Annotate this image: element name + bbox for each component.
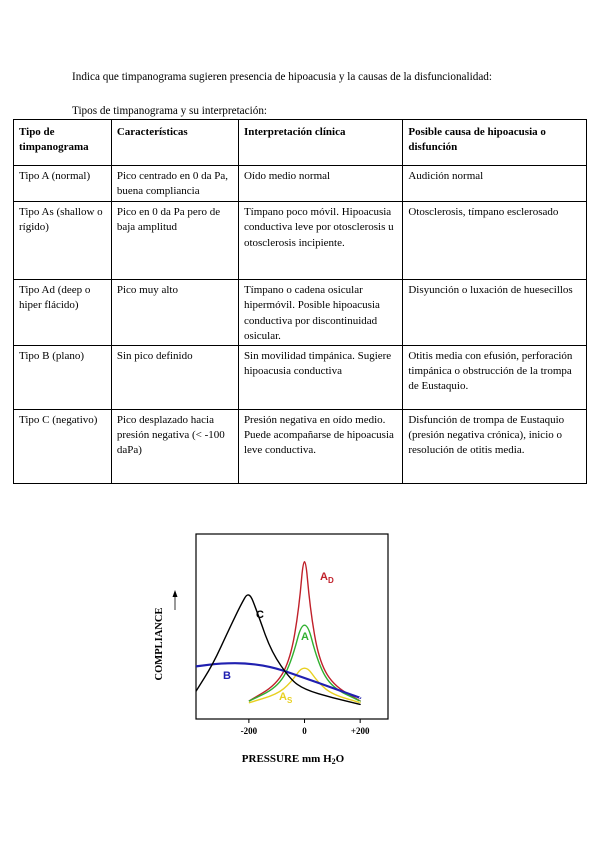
label-b: B (223, 670, 231, 682)
cell-caracteristicas: Pico desplazado hacia presión negativa (< -100 daPa) (111, 409, 238, 483)
cell-caracteristicas: Pico en 0 da Pa pero de baja amplitud (111, 202, 238, 280)
cell-causa: Disyunción o luxación de huesecillos (403, 280, 587, 346)
cell-causa: Disfunción de trompa de Eustaquio (presión negativa crónica), inicio o resolución de otitis media. (403, 409, 587, 483)
tympanogram-figure (150, 532, 400, 772)
cell-interpretacion: Tímpano poco móvil. Hipoacusia conductiva leve por otosclerosis u otosclerosis incipiente. (238, 202, 402, 280)
label-ad-main: A (320, 571, 328, 583)
plot-frame (196, 534, 388, 719)
label-as-sub: S (286, 696, 293, 705)
header-tipo: Tipo de timpanograma (14, 120, 112, 166)
header-caracteristicas: Características (111, 120, 238, 166)
cell-interpretacion: Sin movilidad timpánica. Sugiere hipoacusia conductiva (238, 345, 402, 409)
cell-tipo: Tipo A (normal) (14, 166, 112, 202)
table-header-row (14, 120, 587, 166)
label-a: A (301, 631, 309, 643)
cell-causa: Otitis media con efusión, perforación timpánica o obstrucción de la trompa de Eustaquio. (403, 345, 587, 409)
table-row (14, 409, 587, 483)
x-tick-label: 0 (302, 726, 307, 736)
cell-caracteristicas: Pico centrado en 0 da Pa, buena compliancia (111, 166, 238, 202)
x-axis-label: PRESSURE mm H2O (241, 753, 345, 766)
table-caption: Tipos de timpanograma y su interpretación: (72, 105, 268, 117)
x-tick-label: +200 (350, 726, 370, 736)
header-causa: Posible causa de hipoacusia o disfunción (403, 120, 587, 166)
cell-interpretacion: Tímpano o cadena osicular hipermóvil. Posible hipoacusia conductiva por discontinuidad osicular. (238, 280, 402, 346)
cell-tipo: Tipo B (plano) (14, 345, 112, 409)
cell-caracteristicas: Pico muy alto (111, 280, 238, 346)
tympanogram-table (13, 119, 587, 484)
label-c: C (256, 609, 264, 621)
table-row (14, 345, 587, 409)
label-ad-sub: D (327, 576, 334, 585)
cell-interpretacion: Oído medio normal (238, 166, 402, 202)
cell-tipo: Tipo As (shallow o rígido) (14, 202, 112, 280)
table-row (14, 166, 587, 202)
cell-caracteristicas: Sin pico definido (111, 345, 238, 409)
cell-tipo: Tipo C (negativo) (14, 409, 112, 483)
instruction-text: Indica que timpanograma sugieren presencia de hipoacusia y la causas de la disfuncionalidad: (72, 71, 492, 83)
y-axis-label: COMPLIANCE (154, 607, 165, 681)
cell-interpretacion: Presión negativa en oído medio. Puede acompañarse de hipoacusia leve conductiva. (238, 409, 402, 483)
x-tick-label: -200 (240, 726, 258, 736)
tympanogram-chart (150, 532, 400, 772)
tick-layer (241, 719, 370, 736)
table-row (14, 202, 587, 280)
cell-causa: Audición normal (403, 166, 587, 202)
label-as-main: A (279, 691, 287, 703)
cell-causa: Otosclerosis, tímpano esclerosado (403, 202, 587, 280)
cell-tipo: Tipo Ad (deep o hiper flácido) (14, 280, 112, 346)
header-interpretacion: Interpretación clínica (238, 120, 402, 166)
table-row (14, 280, 587, 346)
compliance-arrowhead-icon (173, 590, 178, 597)
